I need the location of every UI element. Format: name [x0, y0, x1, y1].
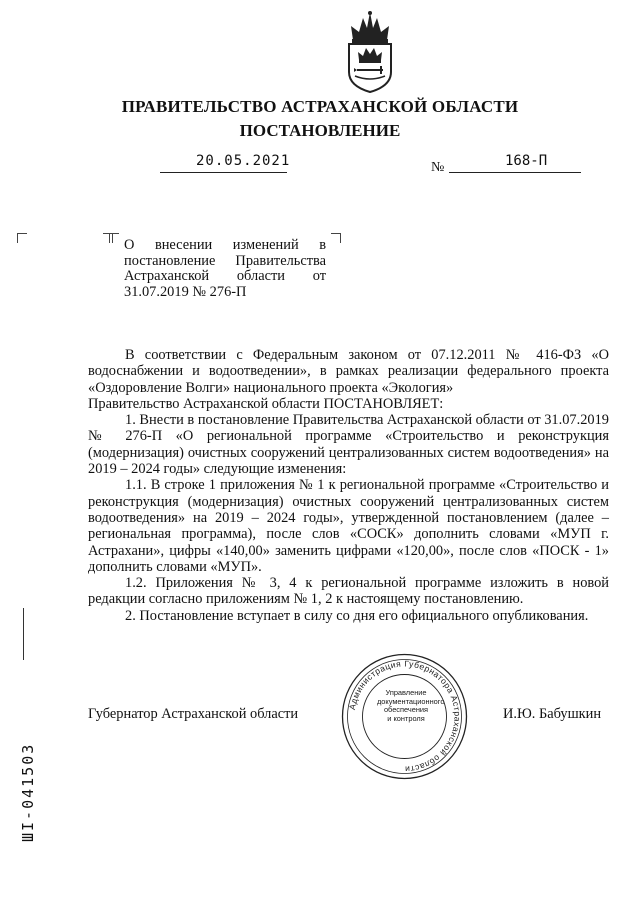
corner-mark: [109, 233, 119, 243]
coat-of-arms-emblem: [341, 10, 399, 94]
side-registration-code: ШI-041503: [19, 742, 37, 842]
clause-1-1: 1.1. В строке 1 приложения № 1 к региональной программе «Строительство и реконструкция (модернизация) очистных сооружений централизованных систем водоотведения» на 2019 – 2024 годы», утвержденной постановлением (далее – региональная программа), после слов «СОСК» дополнить словами «МУП г. Астрахани», цифры «140,00» заменить цифрами «120,00», после слов «ПОСК - 1» дополнить словами «МУП».: [88, 477, 609, 575]
document-date: 20.05.2021: [196, 153, 291, 169]
number-sign: №: [431, 160, 445, 175]
signatory-title: Губернатор Астраханской области: [88, 706, 299, 722]
stamp-line: обеспечения: [383, 705, 429, 715]
document-number: 168-П: [505, 153, 548, 169]
resolves-line: Правительство Астраханской области ПОСТАНОВЛЯЕТ:: [88, 395, 444, 412]
signatory-name: И.Ю. Бабушкин: [503, 706, 602, 722]
stamp-ring-text: Администрация Губернатора Астраханской области: [346, 658, 463, 775]
document-body: [88, 347, 609, 624]
stamp-line: Управление: [385, 688, 427, 697]
document-type: ПОСТАНОВЛЕНИЕ: [239, 121, 401, 140]
intro-paragraph: В соответствии с Федеральным законом от 07.12.2011 № 416-ФЗ «О водоснабжении и водоотведении», в рамках реализации федерального проекта «Оздоровление Волги» национального проекта «Экология»: [88, 347, 609, 396]
clause-2: 2. Постановление вступает в силу со дня его официального опубликования.: [125, 607, 589, 624]
document-subject: О внесении изменений в постановление Правительства Астраханской области от 31.07.2019 № 276-П: [124, 237, 326, 300]
corner-mark: [331, 233, 341, 243]
date-underline: [160, 172, 287, 173]
stamp-line: и контроля: [387, 713, 425, 723]
number-underline: [449, 172, 581, 173]
clause-1: 1. Внести в постановление Правительства Астраханской области от 31.07.2019 № 276-П «О региональной программе «Строительство и реконструкция (модернизация) очистных сооружений централизованных систем водоотведения» на 2019 – 2024 годы» следующие изменения:: [88, 412, 609, 478]
stamp-inner-text: [377, 688, 445, 723]
corner-mark: [17, 233, 27, 243]
stamp-line: документационного: [377, 696, 445, 706]
clause-1-2: 1.2. Приложения № 3, 4 к региональной программе изложить в новой редакции согласно приложениям № 1, 2 к настоящему постановлению.: [88, 575, 609, 608]
margin-line: [23, 608, 24, 660]
organization-title: ПРАВИТЕЛЬСТВО АСТРАХАНСКОЙ ОБЛАСТИ: [121, 97, 519, 116]
